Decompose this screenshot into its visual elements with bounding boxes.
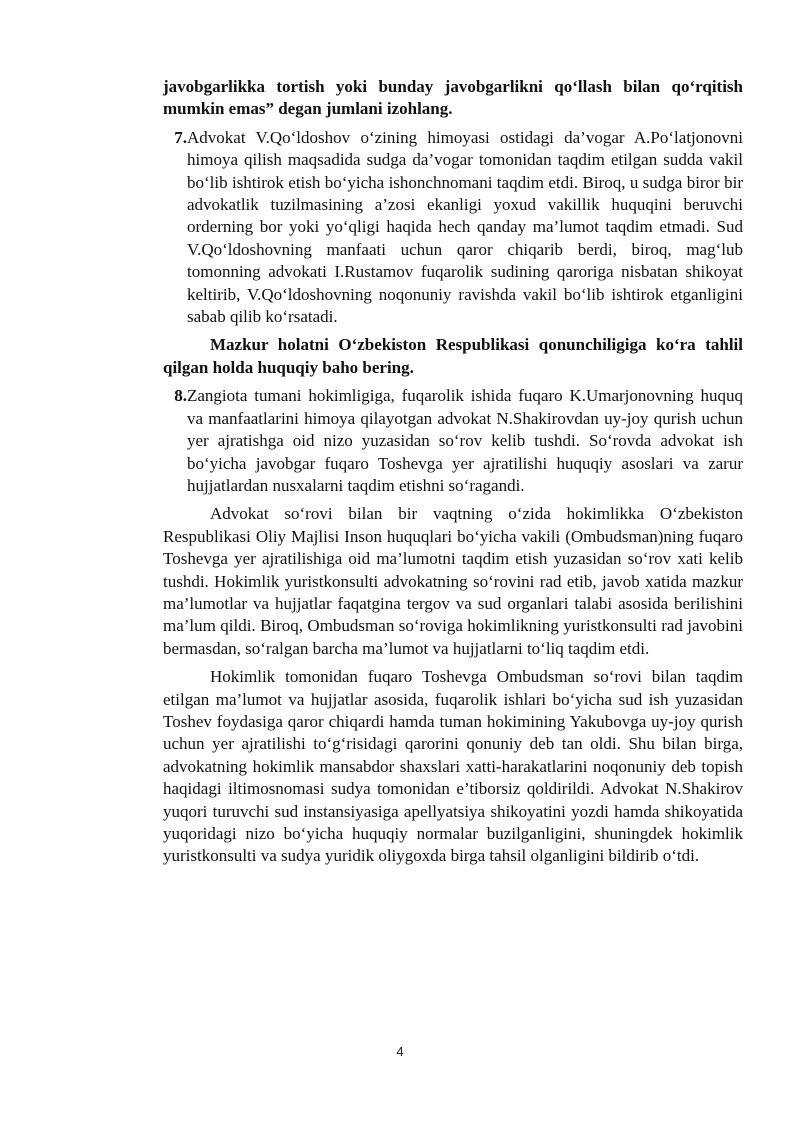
case-number-7: 7. [174, 127, 187, 147]
case-7-task: Mazkur holatni O‘zbekiston Respublikasi qonunchiligiga ko‘ra tahlil qilgan holda huquqiy baho bering. [163, 335, 743, 377]
case-7-text: Advokat V.Qo‘ldoshov o‘zining himoyasi ostidagi da’vogar A.Po‘latjonovni himoya qilish maqsadida sudga da’vogar tomonidan taqdim etilgan sudda vakil bo‘lib ishtirok etish bo‘yicha ishonchnomani taqdim etdi. Biroq, u sudga biror bir advokatlik tuzilmasining a’zosi ekanligi yoxud vakillik huquqini beruvchi orderning bor yoki yo‘qligi haqida hech qanday ma’lumot taqdim etmadi. Sud V.Qo‘ldoshovning manfaati uchun qaror chiqarib berdi, biroq, mag‘lub tomonning advokati I.Rustamov fuqarolik sudining qaroriga nisbatan shikoyat keltirib, V.Qo‘ldoshovning noqonuniy ravishda vakil bo‘lib ishtirok etganligini sabab qilib ko‘rsatadi. [187, 127, 743, 327]
case-8-paragraph-1: Zangiota tumani hokimligiga, fuqarolik ishida fuqaro K.Umarjonovning huquq va manfaatlarini himoya qilayotgan advokat N.Shakirovdan uy-joy qurish uchun yer ajratishga oid nizo yuzasidan so‘rov kelib tushdi. So‘rovda advokat ish bo‘yicha javobgar fuqaro Toshevga yer ajratilishi huquqiy asoslari va zarur hujjatlardan nusxalarni taqdim etishni so‘ragandi. [187, 386, 743, 495]
intro-question: javobgarlikka tortish yoki bunday javobgarlikni qo‘llash bilan qo‘rqitish mumkin emas” degan jumlani izohlang. [163, 77, 743, 119]
case-body-7 [187, 127, 743, 329]
case-number-8: 8. [174, 386, 187, 406]
page-number: 4 [396, 1044, 404, 1059]
case-body-8 [187, 385, 743, 497]
case-item-7 [163, 127, 743, 329]
case-item-8 [163, 385, 743, 497]
document-page [163, 76, 743, 868]
case-8-paragraph-3: Hokimlik tomonidan fuqaro Toshevga Ombudsman so‘rovi bilan taqdim etilgan ma’lumot va hujjatlar asosida, fuqarolik ishlari bo‘yicha sud ish yuzasidan Toshev foydasiga qaror chiqardi hamda tuman hokimining Yakubovga uy-joy qurish uchun yer ajratilishi to‘g‘risidagi qarorini qonuniy deb tan oldi. Shu bilan birga, advokatning hokimlik mansabdor shaxslari xatti-harakatlarini noqonuniy deb topish haqidagi iltimosnomasi sudya tomonidan e’tiborsiz qoldirildi. Advokat N.Shakirov yuqori turuvchi sud instansiyasiga apellyatsiya shikoyatini yozdi hamda shikoyatida yuqoridagi nizo bo‘yicha huquqiy normalar buzilganligini, shuningdek hokimlik yuristkonsulti va sudya yuridik oliygoxda birga tahsil olganligini bildirib o‘tdi. [163, 667, 743, 866]
case-8-paragraph-2: Advokat so‘rovi bilan bir vaqtning o‘zida hokimlikka O‘zbekiston Respublikasi Oliy Majlisi Inson huquqlari bo‘yicha vakili (Ombudsman)ning fuqaro Toshevga yer ajratilishiga oid ma’lumotni taqdim etish yuzasidan so‘rov xati kelib tushdi. Hokimlik yuristkonsulti advokatning so‘rovini rad etib, javob xatida mazkur ma’lumotlar va hujjatlar faqatgina tergov va sud organlari talabi asosida berilishini ma’lum qildi. Biroq, Ombudsman so‘roviga hokimlikning yuristkonsulti rad javobini bermasdan, so‘ralgan barcha ma’lumot va hujjatlarni to‘liq taqdim etdi. [163, 504, 743, 658]
